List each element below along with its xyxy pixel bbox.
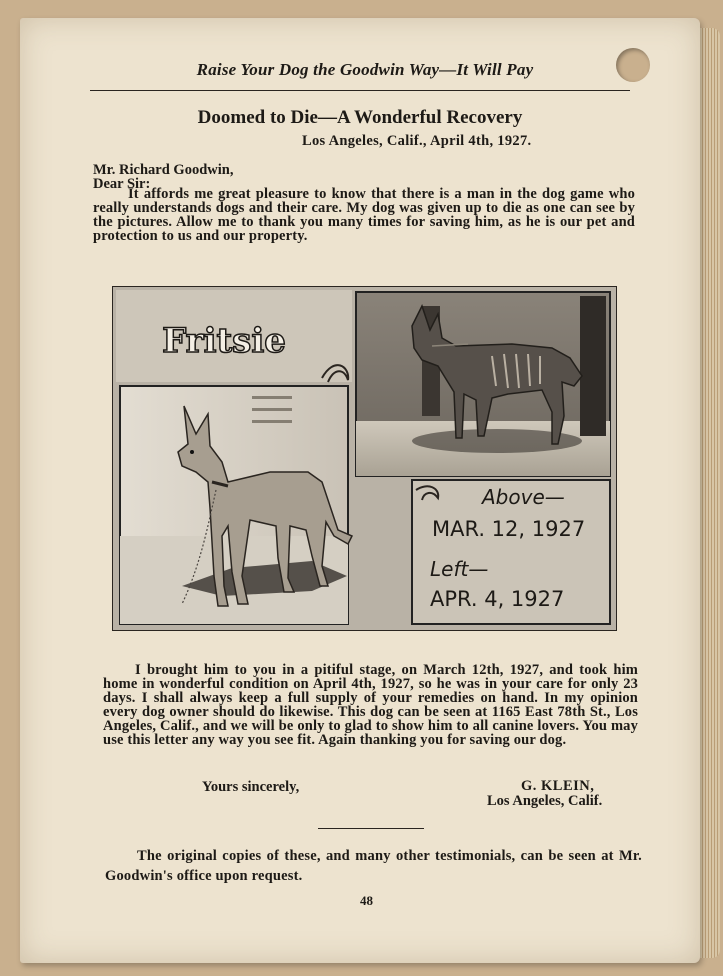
closing: Yours sincerely, — [202, 779, 300, 795]
footer-note: The original copies of these, and many other testimonials, can be seen at Mr. Goodwin's office upon request. — [105, 848, 642, 884]
letter-paragraph-1: It affords me great pleasure to know that there is a man in the dog game who really understands dogs and their care. My dog was given up to die as one can see by the pictures. Allow me to thank you many times for saving him, as he is our pet and protection to us and our property. — [93, 186, 635, 244]
letter-paragraph-2: I brought him to you in a pitiful stage, on March 12th, 1927, and took him home in wonderful condition on April 4th, 1927, so he was in your care for only 23 days. I shall always keep a full supply of your remedies on hand. In my opinion every dog owner should do likewise. This dog can be seen at 1165 East 78th St., Los Angeles, Calif., and we will be only to glad to show him to all canine lovers. You may use this letter any way you see fit. Again thanking you for saving our dog. — [103, 662, 638, 748]
signature-place: Los Angeles, Calif. — [487, 793, 603, 809]
dog-name-label: Fritsie — [162, 321, 286, 361]
header-rule — [90, 90, 630, 91]
caption-above-label: Above— — [482, 485, 565, 509]
page-stack-edge — [700, 28, 720, 958]
binding-hole — [616, 48, 650, 82]
greeting: Dear Sir: — [93, 176, 151, 192]
signature-name: G. KLEIN, — [521, 778, 595, 794]
running-head: Raise Your Dog the Goodwin Way—It Will Pay — [196, 60, 534, 79]
before-photo — [356, 292, 610, 476]
after-photo — [120, 386, 352, 624]
dateline: Los Angeles, Calif., April 4th, 1927. — [302, 133, 532, 149]
article-title: Doomed to Die—A Wonderful Recovery — [197, 107, 523, 128]
recipient: Mr. Richard Goodwin, — [93, 162, 234, 178]
page-number: 48 — [360, 893, 373, 908]
caption-above-date: MAR. 12, 1927 — [432, 517, 586, 541]
section-divider — [318, 828, 424, 829]
caption-left-date: APR. 4, 1927 — [430, 587, 565, 611]
caption-left-label: Left— — [430, 557, 489, 581]
photo-plate-graphic — [112, 286, 617, 631]
photo-plate — [112, 286, 617, 631]
